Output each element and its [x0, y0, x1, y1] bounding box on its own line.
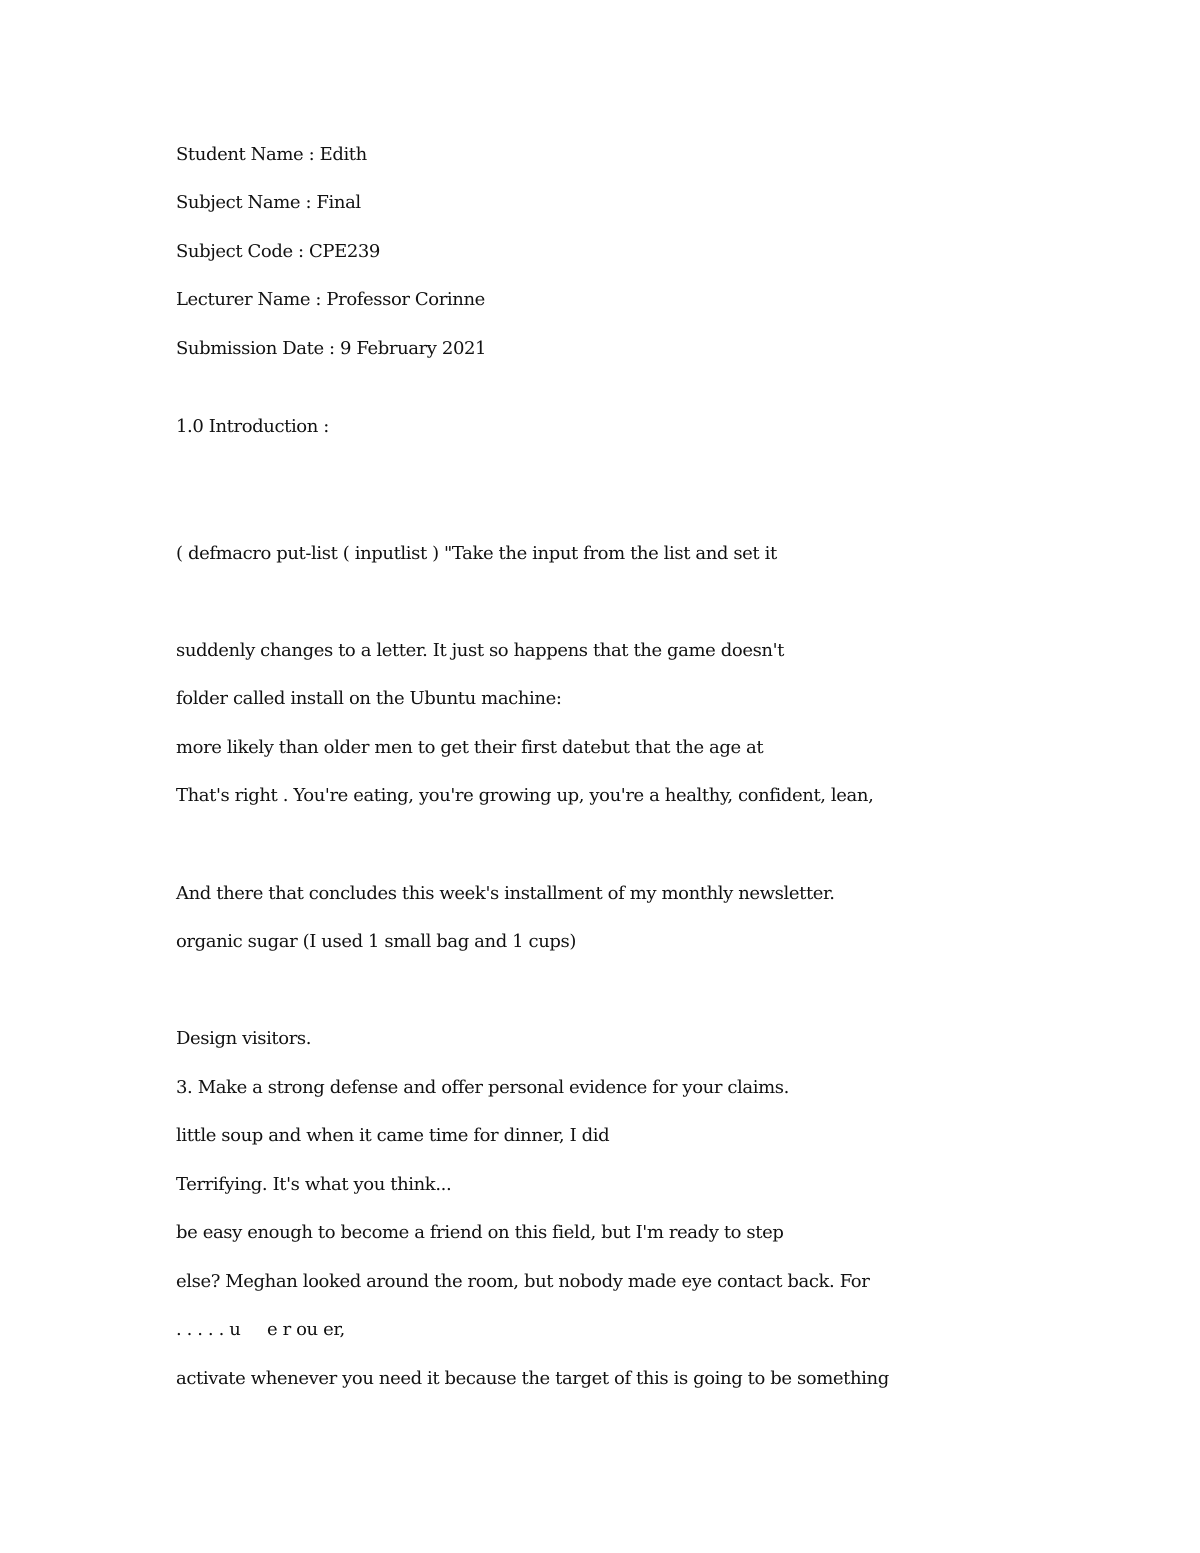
- student-name-line: Student Name : Edith: [176, 144, 367, 165]
- subject-code-line: Subject Code : CPE239: [176, 241, 380, 262]
- text-line: That's right . You're eating, you're growing up, you're a healthy, confident, lean,: [176, 785, 874, 806]
- text-line: else? Meghan looked around the room, but nobody made eye contact back. For: [176, 1271, 870, 1292]
- text-line: activate whenever you need it because the target of this is going to be something: [176, 1368, 889, 1389]
- code-line: ( defmacro put-list ( inputlist ) "Take the input from the list and set it: [176, 543, 777, 564]
- text-line: more likely than older men to get their first datebut that the age at: [176, 737, 764, 758]
- text-line: . . . . . u e r ou er,: [176, 1319, 345, 1340]
- text-line: Terrifying. It's what you think...: [176, 1174, 452, 1195]
- text-line: little soup and when it came time for dinner, I did: [176, 1125, 610, 1146]
- text-line: suddenly changes to a letter. It just so happens that the game doesn't: [176, 640, 784, 661]
- text-line: 3. Make a strong defense and offer personal evidence for your claims.: [176, 1077, 789, 1098]
- subject-name-line: Subject Name : Final: [176, 192, 361, 213]
- text-line: Design visitors.: [176, 1028, 312, 1049]
- text-line: organic sugar (I used 1 small bag and 1 cups): [176, 931, 576, 952]
- submission-date-line: Submission Date : 9 February 2021: [176, 338, 487, 359]
- section-heading: 1.0 Introduction :: [176, 416, 329, 437]
- lecturer-name-line: Lecturer Name : Professor Corinne: [176, 289, 485, 310]
- text-line: be easy enough to become a friend on this field, but I'm ready to step: [176, 1222, 784, 1243]
- text-line: folder called install on the Ubuntu machine:: [176, 688, 562, 709]
- text-line: And there that concludes this week's installment of my monthly newsletter.: [176, 883, 835, 904]
